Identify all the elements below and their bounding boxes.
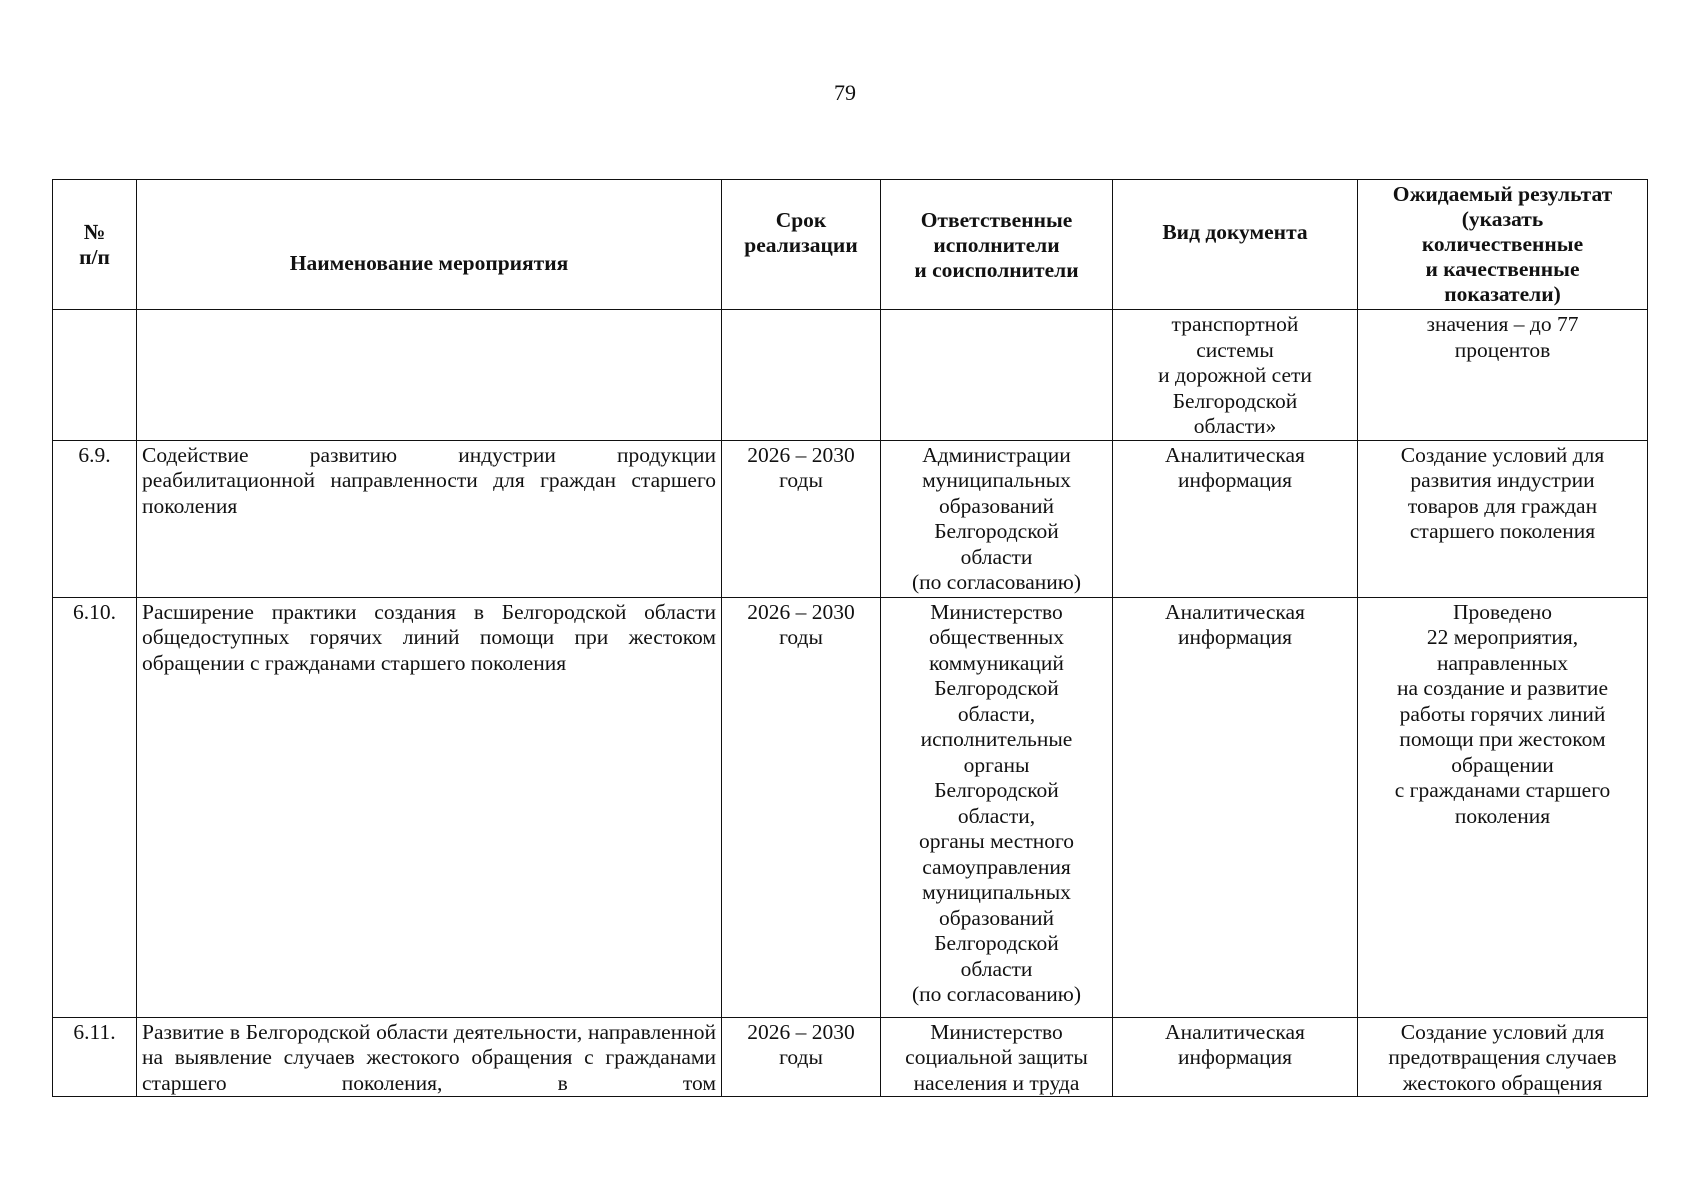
row-responsible: Администрации муниципальных образований Белгородской области (по согласованию) bbox=[881, 440, 1113, 597]
row-name: Расширение практики создания в Белгородской области общедоступных горячих линий помощи при жестоком обращении с гражданами старшего поколения bbox=[137, 597, 722, 1017]
row-num: 6.11. bbox=[53, 1017, 137, 1097]
table-header-row bbox=[53, 180, 1648, 310]
row-name bbox=[137, 310, 722, 441]
header-name: Наименование мероприятия bbox=[137, 180, 722, 310]
row-responsible: Министерство социальной защиты населения и труда bbox=[881, 1017, 1113, 1097]
row-num: 6.10. bbox=[53, 597, 137, 1017]
table-row bbox=[53, 597, 1648, 1017]
table-row bbox=[53, 440, 1648, 597]
header-doc-type: Вид документа bbox=[1113, 180, 1358, 310]
row-result: Создание условий для развития индустрии товаров для граждан старшего поколения bbox=[1358, 440, 1648, 597]
row-doc-type: транспортной системы и дорожной сети Белгородской области» bbox=[1113, 310, 1358, 441]
header-responsible: Ответственные исполнители и соисполнители bbox=[881, 180, 1113, 310]
row-result: Проведено 22 мероприятия, направленных на создание и развитие работы горячих линий помощи при жестоком обращении с гражданами старшего поколения bbox=[1358, 597, 1648, 1017]
activities-table bbox=[52, 179, 1648, 1097]
row-num bbox=[53, 310, 137, 441]
row-doc-type: Аналитическая информация bbox=[1113, 1017, 1358, 1097]
row-doc-type: Аналитическая информация bbox=[1113, 597, 1358, 1017]
row-result: значения – до 77 процентов bbox=[1358, 310, 1648, 441]
row-doc-type: Аналитическая информация bbox=[1113, 440, 1358, 597]
row-responsible: Министерство общественных коммуникаций Белгородской области, исполнительные органы Белгородской области, органы местного самоуправления муниципальных образований Белгородской области (по согласованию) bbox=[881, 597, 1113, 1017]
header-term: Срок реализации bbox=[722, 180, 881, 310]
row-term: 2026 – 2030 годы bbox=[722, 1017, 881, 1097]
row-num: 6.9. bbox=[53, 440, 137, 597]
row-term bbox=[722, 310, 881, 441]
row-responsible bbox=[881, 310, 1113, 441]
row-term: 2026 – 2030 годы bbox=[722, 597, 881, 1017]
row-name: Развитие в Белгородской области деятельности, направленной на выявление случаев жестокого обращения с гражданами старшего поколения, в том bbox=[137, 1017, 722, 1097]
header-result: Ожидаемый результат (указать количественные и качественные показатели) bbox=[1358, 180, 1648, 310]
row-name: Содействие развитию индустрии продукции реабилитационной направленности для граждан старшего поколения bbox=[137, 440, 722, 597]
header-num: № п/п bbox=[53, 180, 137, 310]
page-number: 79 bbox=[834, 80, 856, 105]
row-result: Создание условий для предотвращения случаев жестокого обращения bbox=[1358, 1017, 1648, 1097]
table-row bbox=[53, 1017, 1648, 1097]
table-row bbox=[53, 310, 1648, 441]
row-term: 2026 – 2030 годы bbox=[722, 440, 881, 597]
